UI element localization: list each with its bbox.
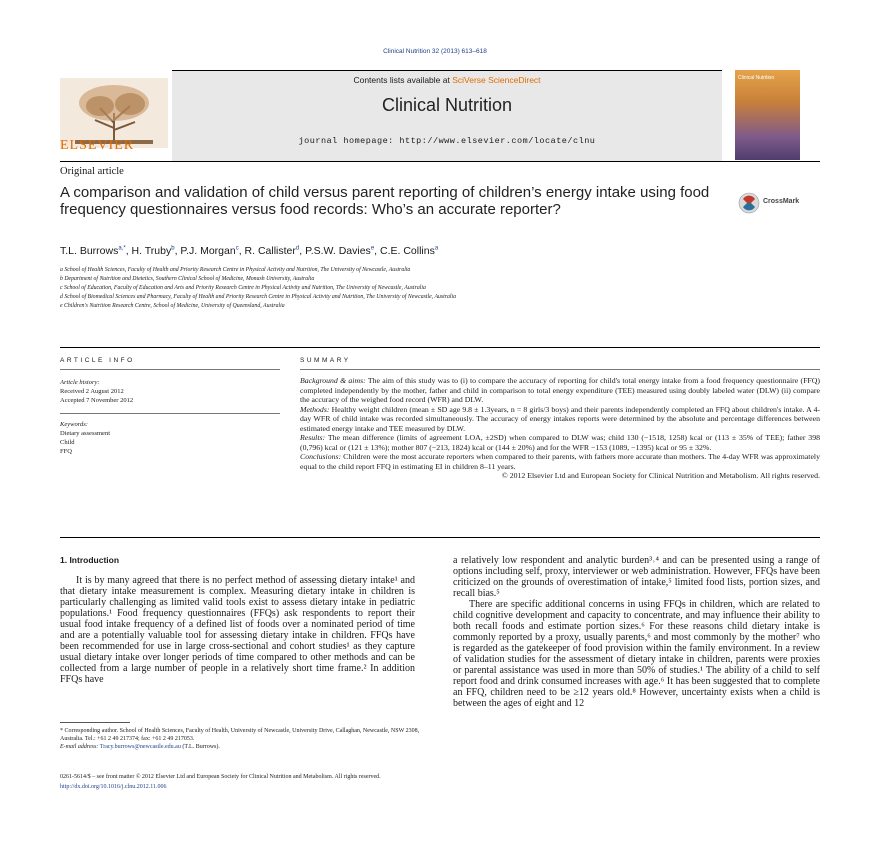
affiliation: a School of Health Sciences, Faculty of Health and Priority Research Centre in Physical Activity and Nutrition, The University of Newcastle, Australia — [60, 267, 411, 273]
author[interactable]: H. Truby$^b$ — [131, 245, 175, 257]
article-info-rule — [60, 369, 280, 370]
summary-results: Results: The mean difference (limits of agreement LOA, ±2SD) when compared to DLW was; child 130 (−1518, 1258) kcal or (113 ± 35% of TEE); father 398 (0,796) kcal or (121 ± 13%); mother 807 (−213, 1824) kcal or (144 ± 20%) and for the WFR −153 (1089, −1395) kcal or 95 ± 32%. — [300, 433, 820, 452]
author-affil-marker: d — [295, 245, 300, 252]
author[interactable]: P.S.W. Davies$^e$ — [305, 245, 375, 257]
summary-background: Background & aims: The aim of this study was to (i) to compare the accuracy of reporting for child's total energy intake from a food frequency questionnaire (FFQ) completed independently by the mother, father and child in comparison to total energy expenditure (TEE) measured using doubly labeled water (DLW) (ii) compare the accuracy of the weighed food record (WFR) and DLW. — [300, 376, 820, 404]
doi-link[interactable]: http://dx.doi.org/10.1016/j.clnu.2012.11.006 — [60, 784, 167, 790]
summary-rule — [300, 369, 820, 370]
cover-title: Clinical Nutrition — [738, 75, 775, 81]
author-affil-marker: a — [434, 245, 439, 252]
keywords-label: Keywords: — [60, 421, 88, 428]
summary-methods: Methods: Healthy weight children (mean ± SD age 9.8 ± 1.3years, n = 8 girls/3 boys) and their parents independently completed an FFQ about children's intake. A 4-day WFR of child intake was recorded simultaneously. The accuracy of energy intakes reports were determined by the absolute and percentage differences between estimated energy intake and TEE measured by DLW. — [300, 404, 820, 433]
author-affil-marker: b — [171, 245, 175, 252]
author-affil-marker: e — [370, 245, 375, 252]
affiliation: e Children's Nutrition Research Centre, School of Medicine, University of Queensland, Australia — [60, 303, 285, 309]
journal-title: Clinical Nutrition — [381, 95, 513, 115]
section-heading: 1. Introduction — [60, 555, 120, 565]
issn-line: 0261-5614/$ – see front matter © 2012 Elsevier Ltd and European Society for Clinical Nutrition and Metabolism. All rights reserved. — [60, 774, 381, 780]
author-email-link[interactable]: Tracy.burrows@newcastle.edu.au — [99, 744, 181, 750]
abstract-divider — [60, 537, 820, 538]
body-column-left — [60, 575, 415, 685]
article-title: A comparison and validation of child versus parent reporting of children’s energy intake using food frequency questionnaires versus food records: Who’s an accurate reporter? — [60, 184, 710, 218]
header-divider — [60, 161, 820, 162]
affiliation: b Department of Nutrition and Dietetics, Southern Clinical School of Medicine, Monash University, Australia — [60, 276, 315, 282]
footnote-rule — [60, 722, 130, 723]
keyword: FFQ — [60, 448, 72, 455]
affiliation-list — [60, 266, 700, 311]
elsevier-wordmark: ELSEVIER — [60, 138, 135, 153]
journal-homepage[interactable]: journal homepage: http://www.elsevier.com/locate/clnu — [298, 136, 596, 146]
corresponding-author: * Corresponding author. School of Health Sciences, Faculty of Health, University of Newcastle, University Drive, Callaghan, Newcastle, NSW 2308, Australia. Tel.: +61 2 49 217374; fax: +61 2 49 217053. — [60, 728, 420, 742]
crossmark-label: CrossMark — [763, 198, 800, 205]
journal-citation[interactable]: Clinical Nutrition 32 (2013) 613–618 — [383, 48, 487, 55]
affiliation: d School of Biomedical Sciences and Pharmacy, Faculty of Health and Priority Research Centre in Physical Activity and Nutrition, The University of Newcastle, Australia — [60, 294, 457, 300]
email-line: E-mail address: Tracy.burrows@newcastle.edu.au (T.L. Burrows). — [60, 744, 220, 750]
contents-prefix: Contents lists available at — [353, 75, 453, 85]
journal-cover-image — [735, 70, 800, 160]
author[interactable]: P.J. Morgan$^c$ — [180, 245, 239, 257]
summary-copyright: © 2012 Elsevier Ltd and European Society for Clinical Nutrition and Metabolism. All rights reserved. — [501, 471, 820, 480]
summary-heading: SUMMARY — [300, 357, 351, 364]
affiliation: c School of Education, Faculty of Education and Arts and Priority Research Centre in Physical Activity and Nutrition, The University of Newcastle, Australia — [60, 285, 426, 291]
article-history — [60, 378, 280, 405]
body-paragraph: There are specific additional concerns in using FFQs in children, which are related to child cognitive development and capacity to concentrate, and may influence their ability to both recall foods and estimate portion sizes.⁶ For these reasons child dietary intake is commonly reported by a proxy, usually parents,⁶ and most commonly by the mother⁷ who is regarded as the gatekeeper of food provision within the family environment. In a review of validation studies for the assessment of dietary intake in children, parents were proxies or parental assistance was used in more than 50% of studies.¹ The ability of a child to self report food and drink consumed increases with age.⁶ It has been suggested that to complete an FFQ, children need to be ≥12 years old.⁸ However, uncertainty exists when a child is between the ages of eight and 12 — [453, 599, 820, 709]
summary-abstract — [300, 376, 820, 481]
page-footer — [60, 772, 760, 792]
history-rule — [60, 413, 280, 414]
keyword: Dietary assessment — [60, 430, 111, 437]
crossmark-badge[interactable] — [738, 190, 828, 218]
sciencedirect-link[interactable]: SciVerse ScienceDirect — [452, 75, 541, 85]
keywords-block — [60, 420, 280, 456]
article-info-heading: ARTICLE INFO — [60, 357, 135, 364]
crossmark-icon — [738, 192, 760, 214]
corresponding-author-footnote — [60, 727, 420, 751]
author[interactable]: R. Callister$^d$ — [244, 245, 300, 257]
author-affil-marker: c — [235, 245, 239, 252]
author[interactable]: C.E. Collins$^a$ — [380, 245, 439, 257]
author-affil-marker: a,* — [118, 245, 126, 252]
body-paragraph: a relatively low respondent and analytic burden³˒⁴ and can be presented using a range of options including self, proxy, interviewer or web administration. However, FFQs have been criticized on the grounds of overestimation of intake,⁵ limited food lists, portion sizes, and recall bias.⁵ — [453, 555, 820, 599]
front-matter-divider — [60, 347, 820, 348]
contents-line — [172, 75, 722, 85]
body-column-right — [453, 555, 820, 709]
history-label: Article history: — [60, 379, 100, 386]
author-list: T.L. Burrows$^{a,*}$, H. Truby$^b$, P.J. Morgan$^c$, R. Callister$^d$, P.S.W. Davies$^e$, C.E. Collins$^a$ — [60, 245, 439, 257]
article-type: Original article — [60, 166, 124, 177]
accepted-date: Accepted 7 November 2012 — [60, 397, 134, 404]
received-date: Received 2 August 2012 — [60, 388, 124, 395]
keyword: Child — [60, 439, 75, 446]
summary-conclusions: Conclusions: Children were the most accurate reporters when compared to their parents, with fathers more accurate than mothers. The 4-day WFR was approximately equal to the child report FFQ in estimating EI in children 8–11 years. — [300, 452, 820, 471]
author[interactable]: T.L. Burrows$^{a,*}$ — [60, 245, 126, 257]
body-paragraph: It is by many agreed that there is no perfect method of assessing dietary intake¹ and that dietary intake measurement is complex. Measuring dietary intake in children is particularly challenging as limited valid tools exist to assess dietary intake in pediatric populations.¹ Food frequency questionnaires (FFQs) ask respondents to report their usual food intake frequency of a defined list of foods over a nominated period of time and are a potentially valuable tool for assessing dietary intake in children. FFQs have been recommended for use in large cross-sectional and cohort studies¹ as they capture usual dietary intake over longer periods of time compared to other methods and can be collected from a large number of people in a relatively short time frame.² In addition FFQs have — [60, 575, 415, 685]
